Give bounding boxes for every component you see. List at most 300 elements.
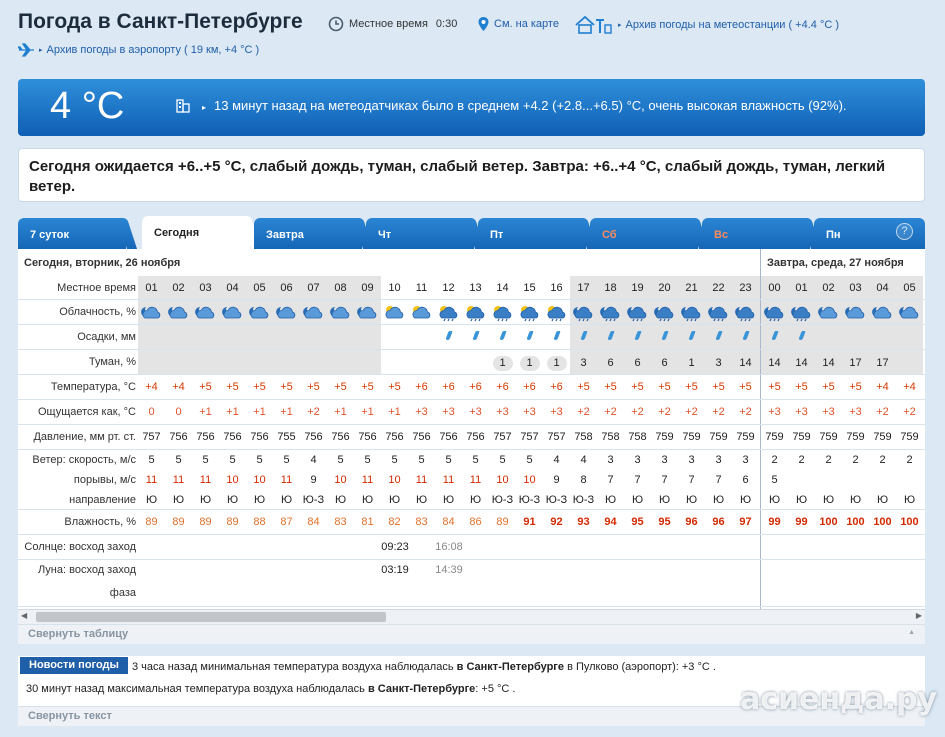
pressure-cell: 759 [709, 431, 728, 443]
wind-cell: 4 [310, 453, 317, 466]
pressure-cell: 757 [142, 431, 161, 443]
direction-cell: Ю [145, 493, 158, 506]
row-moon-phase-label: фаза [109, 587, 136, 599]
sunrise-time: 09:23 [381, 541, 409, 553]
scroll-left-icon[interactable]: ◀ [21, 611, 28, 620]
temp-cell: +5 [253, 381, 266, 393]
pressure-cell: 759 [765, 431, 784, 443]
rain-drop-icon [634, 331, 641, 340]
moonset-time: 14:39 [435, 563, 463, 576]
direction-cell: Ю-З [302, 493, 325, 506]
pressure-cell: 757 [493, 431, 512, 443]
pressure-cell: 756 [466, 431, 485, 443]
hour-cell: 14 [496, 281, 509, 294]
cloud-icon [246, 303, 273, 325]
rain-drop-icon [678, 331, 705, 343]
feels-cell: +2 [739, 406, 752, 418]
wind-cell: 3 [742, 453, 749, 466]
hour-cell: 23 [739, 281, 752, 294]
cloud-icon [516, 303, 543, 325]
gust-cell: 11 [199, 473, 212, 486]
humidity-cell: 95 [631, 516, 644, 528]
rain-drop-icon [798, 331, 805, 340]
rain-drop-icon [435, 331, 462, 343]
rain-drop-icon [516, 331, 543, 343]
table-scrollbar[interactable] [18, 609, 925, 624]
rain-drop-icon [607, 331, 614, 340]
news-item-1-text: 3 часа назад минимальная температура воздуха наблюдалась [132, 661, 454, 673]
row-pressure-label: Давление, мм рт. ст. [33, 431, 136, 443]
gust-cell: 8 [580, 473, 587, 486]
feels-cell: +1 [361, 406, 374, 418]
gust-cell: 9 [310, 473, 317, 486]
fog-value: 17 [872, 356, 892, 371]
rain-drop-icon [570, 331, 597, 343]
tab-6[interactable] [590, 218, 698, 249]
direction-cell: Ю [226, 493, 239, 506]
pressure-cell: 759 [682, 431, 701, 443]
cloud-icon [381, 303, 408, 325]
rain-drop-icon [761, 331, 788, 343]
hour-cell: 11 [415, 281, 428, 294]
moonrise-time: 03:19 [381, 563, 409, 576]
direction-cell: Ю-З [545, 493, 568, 506]
feels-cell: +2 [307, 406, 320, 418]
pressure-cell: 757 [547, 431, 566, 443]
current-temperature: 4 °C [50, 85, 125, 127]
collapse-table-button[interactable] [18, 624, 925, 644]
row-gusts-label: порывы, м/с [73, 473, 136, 486]
hour-cell: 03 [849, 281, 862, 294]
day-header-today: Сегодня, вторник, 26 ноября [24, 257, 181, 269]
feels-cell: +3 [550, 406, 563, 418]
pressure-cell: 758 [574, 431, 593, 443]
gust-cell: 10 [388, 473, 401, 486]
hour-cell: 05 [903, 281, 916, 294]
cloud-icon [651, 303, 678, 325]
arrow-right-icon: ▸ [618, 22, 622, 29]
scroll-thumb[interactable] [36, 612, 386, 622]
wind-cell: 4 [580, 453, 587, 466]
fog-cell [651, 356, 678, 371]
fog-cell [624, 356, 651, 371]
wind-cell: 5 [364, 453, 371, 466]
pressure-cell: 759 [736, 431, 755, 443]
humidity-cell: 96 [712, 516, 725, 528]
wind-cell: 2 [825, 453, 832, 466]
gust-cell: 10 [496, 473, 509, 486]
humidity-cell: 89 [172, 516, 185, 528]
pressure-cell: 755 [277, 431, 296, 443]
temp-cell: +6 [415, 381, 428, 393]
fog-value: 1 [520, 356, 540, 371]
cloud-icon [732, 303, 759, 325]
map-link[interactable] [477, 16, 559, 32]
feels-cell: +2 [604, 406, 617, 418]
direction-cell: Ю-З [518, 493, 541, 506]
direction-cell: Ю [685, 493, 698, 506]
direction-cell: Ю [876, 493, 889, 506]
humidity-cell: 89 [226, 516, 239, 528]
humidity-cell: 89 [145, 516, 158, 528]
gust-cell: 11 [280, 473, 293, 486]
gust-cell: 11 [145, 473, 158, 486]
wind-cell: 2 [906, 453, 913, 466]
rain-drop-icon [445, 331, 452, 340]
cloud-icon [761, 303, 788, 325]
humidity-cell: 88 [253, 516, 266, 528]
hour-cell: 21 [685, 281, 698, 294]
pressure-cell: 759 [846, 431, 865, 443]
hour-cell: 10 [388, 281, 401, 294]
cloud-icon [678, 303, 705, 325]
help-icon[interactable]: ? [896, 223, 913, 240]
collapse-text-label: Свернуть текст [28, 710, 112, 722]
header [0, 0, 945, 74]
wind-cell: 5 [526, 453, 533, 466]
rain-drop-icon [462, 331, 489, 343]
fog-cell [788, 356, 815, 371]
feels-cell: +1 [199, 406, 212, 418]
pressure-cell: 756 [439, 431, 458, 443]
temp-cell: +5 [768, 381, 781, 393]
fog-cell [543, 356, 570, 371]
rain-drop-icon [597, 331, 624, 343]
row-precip-label: Осадки, мм [77, 331, 136, 343]
collapse-table-label: Свернуть таблицу [28, 628, 129, 640]
humidity-cell: 86 [469, 516, 482, 528]
hour-cell: 20 [658, 281, 671, 294]
fog-cell [761, 356, 788, 371]
tab-3[interactable] [254, 218, 362, 249]
temp-cell: +5 [631, 381, 644, 393]
cloud-icon [624, 303, 651, 325]
tab-4[interactable] [366, 218, 474, 249]
pressure-cell: 756 [412, 431, 431, 443]
rain-drop-icon [715, 331, 722, 340]
feels-cell: +2 [903, 406, 916, 418]
humidity-cell: 100 [900, 516, 919, 528]
gust-cell: 7 [634, 473, 641, 486]
cloud-icon [327, 303, 354, 325]
arrow-right-icon: ▸ [202, 103, 207, 112]
hour-cell: 12 [442, 281, 455, 294]
humidity-cell: 99 [768, 516, 781, 528]
temp-cell: +5 [280, 381, 293, 393]
tab-7[interactable] [702, 218, 810, 249]
hour-cell: 18 [604, 281, 617, 294]
fog-value: 14 [764, 356, 784, 371]
temp-cell: +6 [442, 381, 455, 393]
chevron-up-icon: ▲ [908, 629, 915, 636]
feels-cell: +1 [334, 406, 347, 418]
direction-cell: Ю [739, 493, 752, 506]
row-sun-label: Солнце: восход заход [24, 541, 136, 553]
cloud-icon [165, 303, 192, 325]
local-time-label: Местное время [349, 18, 428, 30]
feels-cell: +3 [415, 406, 428, 418]
day-header-tomorrow: Завтра, среда, 27 ноября [767, 257, 904, 269]
tab-label: 7 суток [30, 229, 70, 241]
gust-cell: 7 [661, 473, 668, 486]
humidity-cell: 89 [199, 516, 212, 528]
fog-value: 3 [709, 356, 729, 371]
hour-cell: 01 [795, 281, 808, 294]
news-item-1-value: в Пулково (аэропорт): +3 °C . [567, 661, 716, 673]
pressure-cell: 756 [223, 431, 242, 443]
fog-value: 1 [547, 356, 567, 371]
cloud-icon [842, 303, 869, 325]
humidity-cell: 100 [846, 516, 865, 528]
gust-cell: 11 [415, 473, 428, 486]
gust-cell: 7 [688, 473, 695, 486]
feels-cell: +2 [658, 406, 671, 418]
tab-edge [117, 218, 137, 249]
hour-cell: 13 [469, 281, 482, 294]
humidity-cell: 95 [658, 516, 671, 528]
forecast-table [18, 249, 925, 609]
hour-cell: 19 [631, 281, 644, 294]
cloud-icon [300, 303, 327, 325]
row-fog-label: Туман, % [88, 356, 136, 368]
hour-cell: 17 [577, 281, 590, 294]
direction-cell: Ю [280, 493, 293, 506]
fog-value: 1 [682, 356, 702, 371]
fog-value: 1 [493, 356, 513, 371]
direction-cell: Ю [795, 493, 808, 506]
tab-2[interactable] [142, 216, 250, 249]
hour-cell: 15 [523, 281, 536, 294]
feels-cell: +1 [280, 406, 293, 418]
gust-cell: 9 [553, 473, 560, 486]
feels-cell: +3 [822, 406, 835, 418]
temp-cell: +5 [199, 381, 212, 393]
humidity-cell: 96 [685, 516, 698, 528]
temp-cell: +4 [172, 381, 185, 393]
station-archive-label: Архив погоды на метеостанции ( +4.4 °C ) [625, 19, 840, 31]
humidity-cell: 89 [496, 516, 509, 528]
wind-cell: 5 [418, 453, 425, 466]
hour-cell: 06 [280, 281, 293, 294]
feels-cell: +1 [388, 406, 401, 418]
rain-drop-icon [580, 331, 587, 340]
news-item-2 [26, 683, 515, 695]
humidity-cell: 84 [307, 516, 320, 528]
cloud-icon [705, 303, 732, 325]
pressure-cell: 758 [601, 431, 620, 443]
current-description [202, 98, 847, 113]
rain-drop-icon [688, 331, 695, 340]
direction-cell: Ю [822, 493, 835, 506]
gust-cell: 10 [523, 473, 536, 486]
local-time [328, 16, 457, 32]
wind-cell: 3 [607, 453, 614, 466]
cloud-icon [138, 303, 165, 325]
humidity-cell: 84 [442, 516, 455, 528]
station-archive-link[interactable] [574, 15, 839, 35]
direction-cell: Ю [253, 493, 266, 506]
cloud-icon [869, 303, 896, 325]
news-item-1-city[interactable]: в Санкт-Петербурге [456, 661, 564, 673]
rain-drop-icon [526, 331, 533, 340]
gust-cell: 7 [715, 473, 722, 486]
fog-cell [815, 356, 842, 371]
pressure-cell: 759 [792, 431, 811, 443]
rain-drop-icon [489, 331, 516, 343]
direction-cell: Ю [415, 493, 428, 506]
humidity-cell: 100 [873, 516, 892, 528]
hour-cell: 02 [172, 281, 185, 294]
feels-cell: +3 [523, 406, 536, 418]
direction-cell: Ю [469, 493, 482, 506]
direction-cell: Ю [199, 493, 212, 506]
tab-label: Чт [378, 229, 392, 241]
current-weather-panel [18, 79, 925, 136]
feels-cell: +3 [442, 406, 455, 418]
scroll-right-icon[interactable]: ▶ [915, 611, 922, 620]
wind-cell: 5 [445, 453, 452, 466]
gust-cell: 6 [742, 473, 749, 486]
feels-cell: +2 [876, 406, 889, 418]
rain-drop-icon [553, 331, 560, 340]
pressure-cell: 758 [628, 431, 647, 443]
pressure-cell: 759 [655, 431, 674, 443]
humidity-cell: 99 [795, 516, 808, 528]
row-moon-label: Луна: восход заход [37, 563, 136, 576]
humidity-cell: 97 [739, 516, 752, 528]
temp-cell: +5 [795, 381, 808, 393]
cloud-icon [354, 303, 381, 325]
wind-cell: 5 [499, 453, 506, 466]
wind-cell: 5 [472, 453, 479, 466]
airplane-icon [18, 43, 35, 57]
cloud-icon [543, 303, 570, 325]
rain-drop-icon [472, 331, 479, 340]
fog-value: 6 [628, 356, 648, 371]
map-pin-icon [477, 16, 490, 32]
temp-cell: +5 [685, 381, 698, 393]
map-link-label: См. на карте [494, 18, 559, 30]
wind-cell: 5 [175, 453, 182, 466]
rain-drop-icon [543, 331, 570, 343]
tab-label: Завтра [266, 229, 304, 241]
fog-cell [597, 356, 624, 371]
row-wind-label: Ветер: скорость, м/с [32, 453, 136, 466]
temp-cell: +5 [334, 381, 347, 393]
wind-cell: 5 [229, 453, 236, 466]
rain-drop-icon [742, 331, 749, 340]
humidity-cell: 92 [550, 516, 563, 528]
news-item-1 [132, 661, 716, 673]
airport-archive-link[interactable] [18, 43, 259, 57]
direction-cell: Ю [631, 493, 644, 506]
cloud-icon [788, 303, 815, 325]
wind-cell: 2 [879, 453, 886, 466]
pressure-cell: 759 [873, 431, 892, 443]
direction-cell: Ю [388, 493, 401, 506]
fog-value: 14 [735, 356, 755, 371]
hour-cell: 22 [712, 281, 725, 294]
rain-drop-icon [788, 331, 815, 343]
fog-cell [516, 356, 543, 371]
feels-cell: +2 [577, 406, 590, 418]
direction-cell: Ю [658, 493, 671, 506]
news-item-2-city[interactable]: в Санкт-Петербурге [367, 683, 476, 695]
feels-cell: +2 [685, 406, 698, 418]
gust-cell: 10 [253, 473, 266, 486]
wind-cell: 5 [148, 453, 155, 466]
hour-cell: 07 [307, 281, 320, 294]
fog-cell [678, 356, 705, 371]
pressure-cell: 756 [169, 431, 188, 443]
fog-value: 6 [655, 356, 675, 371]
temp-cell: +5 [849, 381, 862, 393]
cloud-icon [815, 303, 842, 325]
humidity-cell: 83 [415, 516, 428, 528]
temp-cell: +6 [550, 381, 563, 393]
day-tabs [18, 216, 925, 249]
rain-drop-icon [705, 331, 732, 343]
wind-cell: 3 [661, 453, 668, 466]
hour-cell: 16 [550, 281, 563, 294]
direction-cell: Ю [903, 493, 916, 506]
temp-cell: +5 [226, 381, 239, 393]
hour-cell: 00 [768, 281, 781, 294]
gust-cell: 11 [172, 473, 185, 486]
tab-label: Сегодня [154, 227, 200, 239]
news-item-2-text: 30 минут назад максимальная температура воздуха наблюдалась [26, 683, 365, 695]
hour-cell: 05 [253, 281, 266, 294]
tab-1[interactable] [18, 218, 126, 249]
sunset-time: 16:08 [435, 541, 463, 553]
local-time-value: 0:30 [435, 18, 458, 30]
temp-cell: +6 [496, 381, 509, 393]
news-title: Новости погоды [20, 657, 128, 674]
fog-cell [570, 356, 597, 371]
rain-drop-icon [661, 331, 668, 340]
cloud-icon [408, 303, 435, 325]
page-title: Погода в Санкт-Петербурге [18, 10, 303, 33]
tab-5[interactable] [478, 218, 586, 249]
rain-drop-icon [732, 331, 759, 343]
temp-cell: +4 [145, 381, 158, 393]
pressure-cell: 756 [196, 431, 215, 443]
fog-value: 17 [845, 356, 865, 371]
pressure-cell: 756 [358, 431, 377, 443]
wind-cell: 2 [771, 453, 778, 466]
direction-cell: Ю [604, 493, 617, 506]
gust-cell: 5 [771, 473, 778, 486]
hour-cell: 01 [145, 281, 158, 294]
tab-label: Пт [490, 229, 504, 241]
direction-cell: Ю-З [572, 493, 595, 506]
wind-cell: 5 [337, 453, 344, 466]
feels-cell: +1 [253, 406, 266, 418]
tab-label: Пн [826, 229, 841, 241]
temp-cell: +4 [903, 381, 916, 393]
temp-cell: +5 [577, 381, 590, 393]
feels-cell: +3 [469, 406, 482, 418]
tab-label: Вс [714, 229, 729, 241]
direction-cell: Ю [172, 493, 185, 506]
hour-cell: 03 [199, 281, 212, 294]
feels-cell: +3 [849, 406, 862, 418]
row-moon-phase [18, 580, 925, 607]
humidity-cell: 81 [361, 516, 374, 528]
wind-cell: 3 [634, 453, 641, 466]
cloud-icon [489, 303, 516, 325]
direction-cell: Ю [334, 493, 347, 506]
